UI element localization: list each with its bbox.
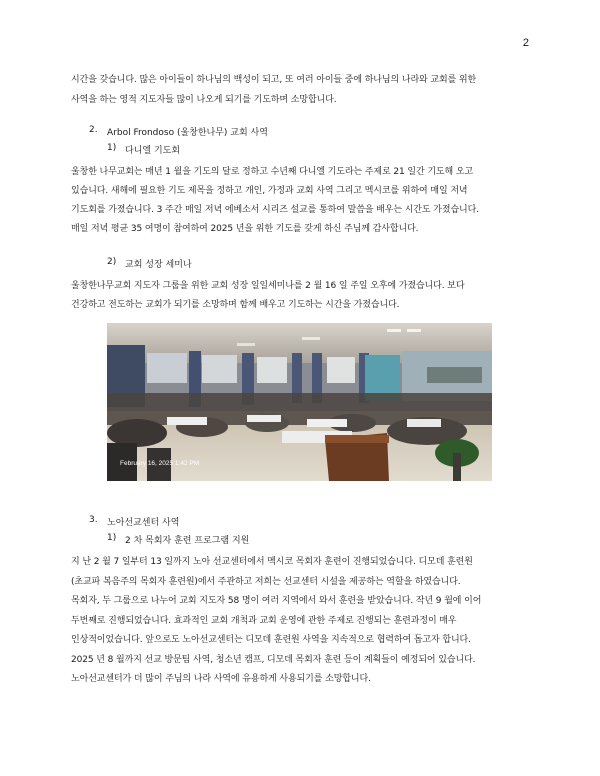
body-line: 사역을 하는 영적 지도자들 많이 나오게 되기를 기도하며 소망합니다. xyxy=(71,95,337,105)
section-2-title: Arbol Frondoso (울창한나무) 교회 사역 xyxy=(107,128,268,138)
subsection-1-title: 다니엘 기도회 xyxy=(125,146,181,156)
body-line: 목회자, 두 그룹으로 나누어 교회 지도자 58 명이 여러 지역에서 와서 훈련을 받았습니다. 작년 9 월에 이어 xyxy=(71,596,482,606)
body-line: 울창한나무교회 지도자 그룹을 위한 교회 성장 일일세미나를 2 월 16 일 주일 오후에 가졌습니다. 보다 xyxy=(71,281,465,291)
page-number: 2 xyxy=(522,37,529,49)
subsection-1-title: 2 차 목회자 훈련 프로그램 지원 xyxy=(125,536,250,546)
body-line: 울창한 나무교회는 매년 1 월을 기도의 달로 정하고 수년째 다니엘 기도라는 주제로 21 일간 기도해 오고 xyxy=(71,167,474,177)
body-line: 기도회를 가졌습니다. 3 주간 매일 저녁 에베소서 시리즈 설교를 통하여 말씀을 배우는 시간도 가졌습니다. xyxy=(71,205,479,215)
subsection-2-title: 교회 성장 세미나 xyxy=(125,260,192,270)
subsection-2-number: 2) xyxy=(107,257,117,267)
body-line: 건강하고 전도하는 교회가 되기를 소망하며 함께 배우고 기도하는 시간을 가졌습니다. xyxy=(71,300,400,310)
body-line: (초교파 복음주의 목회자 훈련원)에서 주관하고 저희는 선교센터 시설을 제공하는 역할을 하였습니다. xyxy=(71,577,461,587)
photo-timestamp: February 16, 2025 1:42 PM xyxy=(120,460,200,467)
seminar-photo xyxy=(107,323,492,481)
body-line: 있습니다. 새해에 필요한 기도 제목을 정하고 개인, 가정과 교회 사역 그리고 멕시코를 위하여 매일 저녁 xyxy=(71,186,468,196)
body-line: 노아선교센터가 더 많이 주님의 나라 사역에 유용하게 사용되기를 소망합니다. xyxy=(71,674,371,684)
subsection-1-number: 1) xyxy=(107,533,117,543)
section-3-title: 노아선교센터 사역 xyxy=(107,518,180,528)
body-line: 두번째로 진행되었습니다. 효과적인 교회 개척과 교회 운영에 관한 주제로 진행되는 훈련과정이 매우 xyxy=(71,616,457,626)
body-line: 인상적이었습니다. 앞으로도 노아선교센터는 디모데 훈련원 사역을 지속적으로 협력하여 돕고자 합니다. xyxy=(71,635,471,645)
section-3-number: 3. xyxy=(89,515,98,525)
body-line: 지 난 2 월 7 일부터 13 일까지 노아 선교센터에서 멕시코 목회자 훈련이 진행되었습니다. 디모데 훈련원 xyxy=(71,557,473,567)
body-line: 시간을 갖습니다. 많은 아이들이 하나님의 백성이 되고, 또 여러 아이들 중에 하나님의 나라와 교회를 위한 xyxy=(71,75,477,85)
subsection-1-number: 1) xyxy=(107,143,117,153)
section-2-number: 2. xyxy=(89,125,98,135)
body-line: 2025 년 8 월까지 선교 방문팀 사역, 청소년 캠프, 디모데 목회자 훈련 등이 계획들이 예정되어 있습니다. xyxy=(71,655,476,665)
body-line: 매일 저녁 평균 35 여명이 참여하여 2025 년을 위한 기도를 갖게 하신 주님께 감사합니다. xyxy=(71,224,419,234)
seminar-photo-illustration xyxy=(107,323,492,481)
